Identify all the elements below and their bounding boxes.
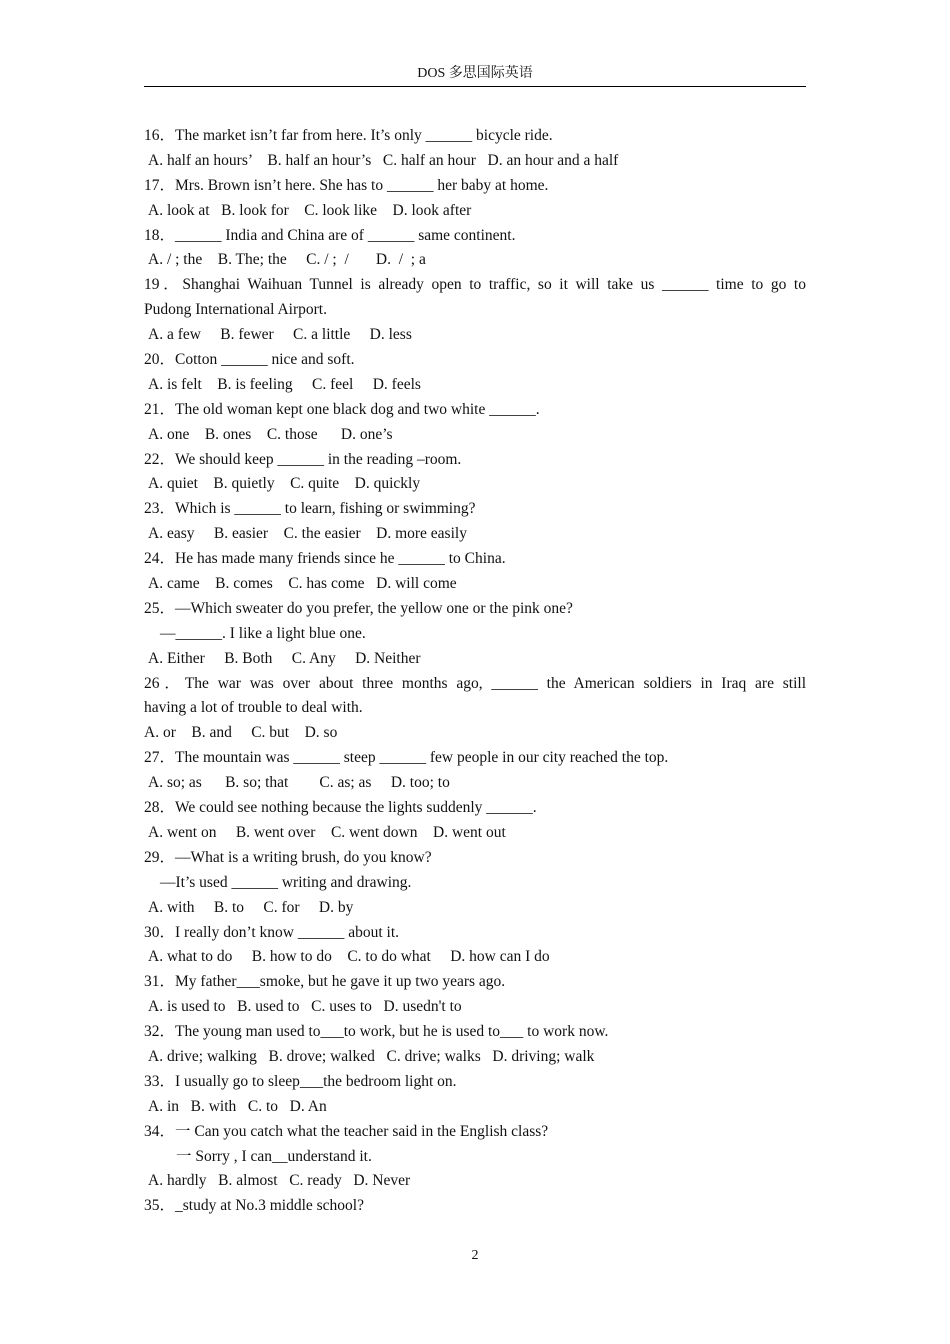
answer-options: A. quiet B. quietly C. quite D. quickly: [148, 475, 421, 493]
answer-options: A. with B. to C. for D. by: [148, 898, 354, 916]
question-line: 18．______ India and China are of ______ same continent.: [144, 226, 516, 244]
question-line: 25．—Which sweater do you prefer, the yellow one or the pink one?: [144, 599, 573, 617]
answer-options: A. went on B. went over C. went down D. went out: [148, 823, 506, 841]
answer-options: A. so; as B. so; that C. as; as D. too; to: [148, 774, 450, 792]
page-header: [144, 64, 806, 87]
question-line: 23．Which is ______ to learn, fishing or swimming?: [144, 500, 476, 518]
answer-options: A. came B. comes C. has come D. will come: [148, 575, 457, 593]
answer-options: A. is used to B. used to C. uses to D. usedn't to: [148, 998, 462, 1016]
answer-options: A. / ; the B. The; the C. / ; / D. / ; a: [148, 251, 426, 269]
question-line: 34．一 Can you catch what the teacher said in the English class?: [144, 1122, 549, 1140]
question-line: 27．The mountain was ______ steep ______ few people in our city reached the top.: [144, 749, 669, 767]
answer-options: A. in B. with C. to D. An: [148, 1097, 327, 1115]
question-line: 16．The market isn’t far from here. It’s only ______ bicycle ride.: [144, 127, 553, 144]
question-line: 35．_study at No.3 middle school?: [144, 1197, 364, 1215]
answer-options: A. half an hours’ B. half an hour’s C. half an hour D. an hour and a half: [148, 151, 619, 169]
dialogue-line: —It’s used ______ writing and drawing.: [160, 873, 412, 891]
answer-options: A. drive; walking B. drove; walked C. drive; walks D. driving; walk: [148, 1047, 595, 1065]
answer-options: A. look at B. look for C. look like D. look after: [148, 201, 472, 219]
answer-options: A. one B. ones C. those D. one’s: [148, 425, 393, 443]
question-line: 21．The old woman kept one black dog and two white ______.: [144, 400, 540, 418]
question-line: 24．He has made many friends since he ______ to China.: [144, 550, 506, 568]
answer-options: A. Either B. Both C. Any D. Neither: [148, 649, 421, 667]
question-line: having a lot of trouble to deal with.: [144, 699, 363, 717]
question-line: 30．I really don’t know ______ about it.: [144, 923, 400, 941]
question-line: A. or B. and C. but D. so: [144, 724, 338, 742]
page-number: 2: [471, 1248, 479, 1263]
dialogue-line: —______. I like a light blue one.: [160, 624, 366, 642]
dialogue-line: 一 Sorry , I can__understand it.: [176, 1147, 372, 1165]
header-title: DOS 多思国际英语: [417, 66, 533, 81]
answer-options: A. is felt B. is feeling C. feel D. feels: [148, 375, 421, 393]
question-line: 28．We could see nothing because the lights suddenly ______.: [144, 799, 537, 817]
question-line: 26．The war was over about three months ago, ______ the American soldiers in Iraq are still: [144, 674, 806, 692]
answer-options: A. what to do B. how to do C. to do what D. how can I do: [148, 948, 550, 966]
question-line: 22．We should keep ______ in the reading –room.: [144, 450, 462, 468]
question-line: 19．Shanghai Waihuan Tunnel is already open to traffic, so it will take us ______ time to go to: [144, 276, 806, 294]
question-line: 17．Mrs. Brown isn’t here. She has to ______ her baby at home.: [144, 176, 549, 194]
answer-options: A. a few B. fewer C. a little D. less: [148, 326, 412, 344]
question-line: 31．My father___smoke, but he gave it up two years ago.: [144, 973, 506, 991]
answer-options: A. easy B. easier C. the easier D. more easily: [148, 525, 467, 543]
question-line: Pudong International Airport.: [144, 301, 327, 319]
document-body: [144, 124, 806, 1219]
question-line: 29．—What is a writing brush, do you know?: [144, 848, 432, 866]
question-line: 33．I usually go to sleep___the bedroom light on.: [144, 1072, 457, 1090]
answer-options: A. hardly B. almost C. ready D. Never: [148, 1172, 411, 1190]
question-line: 20．Cotton ______ nice and soft.: [144, 351, 355, 369]
question-line: 32．The young man used to___to work, but he is used to___ to work now.: [144, 1023, 609, 1041]
